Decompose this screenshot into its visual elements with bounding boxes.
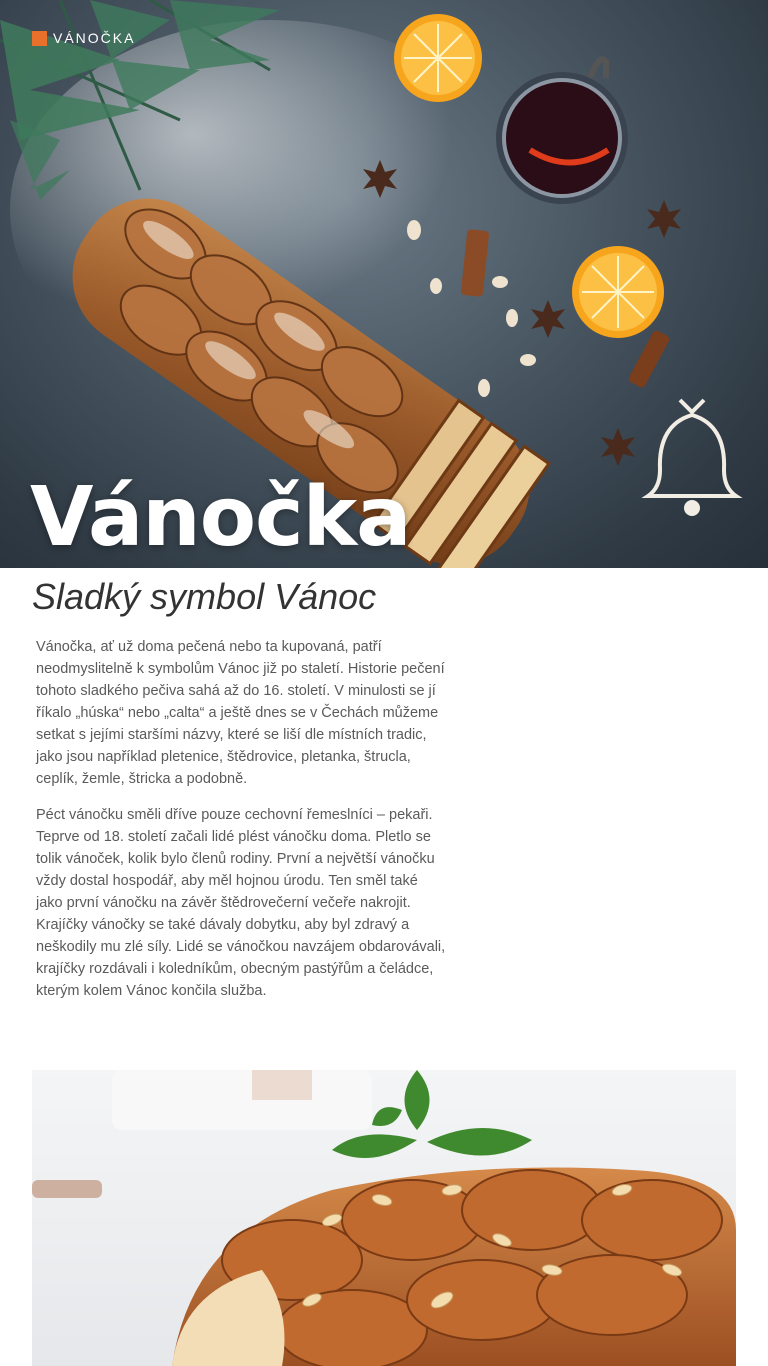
bread-photo	[32, 1070, 736, 1366]
bell-ornament-icon	[648, 400, 736, 514]
article-paragraph-1: Vánočka, ať už doma pečená nebo ta kupovaná, patří neodmyslitelně k symbolům Vánoc již po staletí. Historie pečení tohoto sladkého pečiva sahá až do 16. století. V minulosti se jí říkalo „húska“ nebo „calta“ a ještě dnes se v Čechách můžeme setkat s jejími staršími názvy, které se liší dle místních tradic, jako jsou například pletenice, štědrovice, pletanka, štrucla, ceplík, žemle, štricka a podobně.	[36, 639, 445, 787]
hero-image	[0, 0, 768, 568]
page-title: Vánočka	[30, 470, 411, 565]
section-tag[interactable]	[32, 30, 135, 46]
article-body	[36, 636, 446, 1016]
section-tag-label: VÁNOČKA	[53, 30, 136, 46]
page-subtitle: Sladký symbol Vánoc	[32, 576, 377, 617]
section-tag-marker	[32, 31, 47, 46]
article-paragraph-2: Péct vánočku směli dříve pouze cechovní řemeslníci – pekaři. Teprve od 18. století začali lidé plést vánočku doma. Pletlo se tolik vánoček, kolik bylo členů rodiny. První a největší vánočku vždy dostal hospodář, aby měl hojnou úrodu. Ten směl také jako první vánočku na závěr štědrovečerní večeře nakrojit. Krajíčky vánočky se také dávaly dobytku, aby byl zdravý a neškodily mu zlé síly. Lidé se vánočkou navzájem obdarovávali, krajíčky rozdávali i koledníkům, obecným pastýřům a čeládce, kterým kolem Vánoc končila služba.	[36, 807, 446, 999]
bread-photo-illustration	[32, 1070, 736, 1366]
